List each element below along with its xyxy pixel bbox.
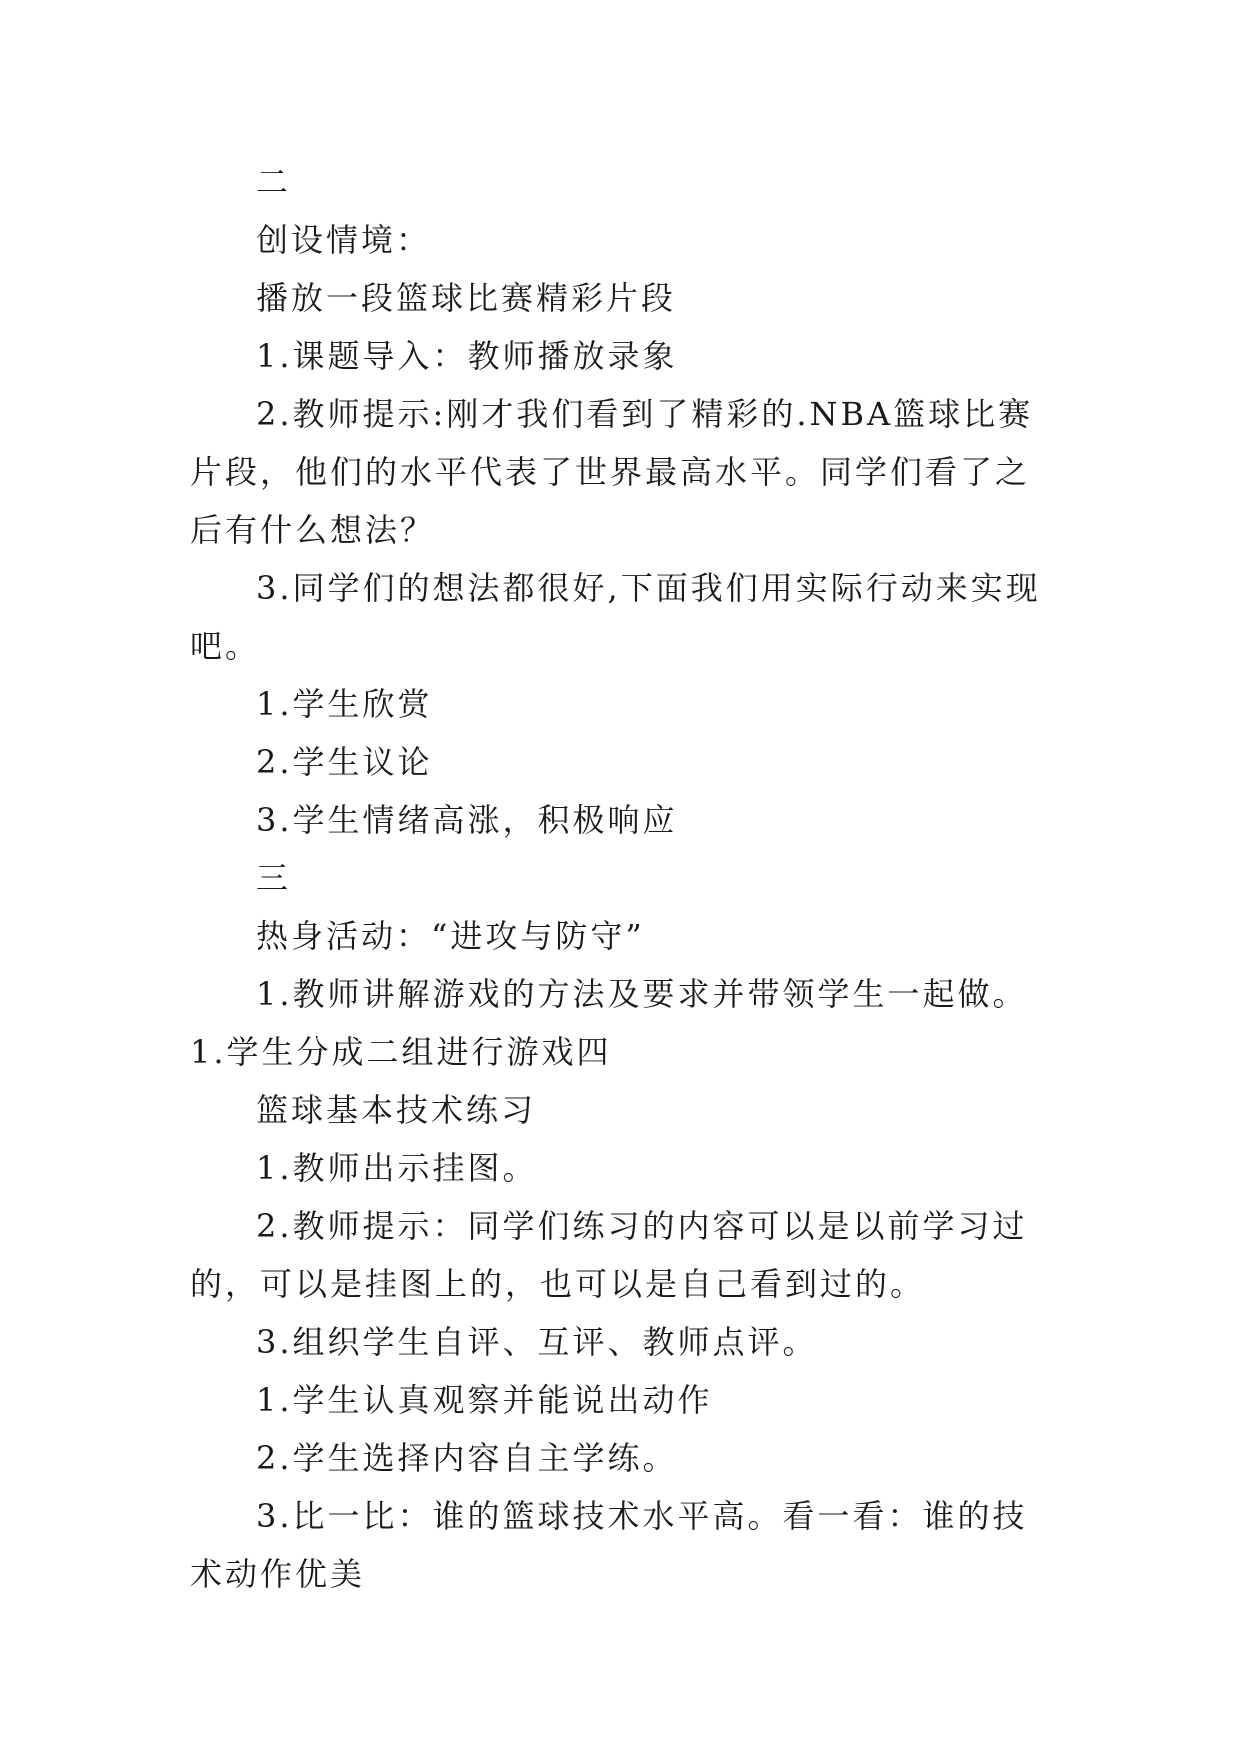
list-item: 3.比一比：谁的篮球技术水平高。看一看：谁的技术动作优美: [190, 1497, 1028, 1593]
list-item: 2.学生议论: [256, 743, 433, 781]
list-item: 2.学生选择内容自主学练。: [256, 1439, 678, 1477]
document-body: [190, 153, 1060, 1603]
list-item: 3.同学们的想法都很好,下面我们用实际行动来实现吧。: [190, 569, 1041, 665]
section-heading: 篮球基本技术练习: [256, 1091, 537, 1129]
section-number: 二: [256, 163, 292, 201]
paragraph: 播放一段篮球比赛精彩片段: [256, 279, 677, 317]
list-item: 1.学生欣赏: [256, 685, 433, 723]
list-item: 1.课题导入：教师播放录象: [256, 337, 678, 375]
section-number: 三: [256, 859, 292, 897]
list-item: 1.教师讲解游戏的方法及要求并带领学生一起做。1.学生分成二组进行游戏四: [190, 975, 1028, 1071]
list-item: 2.教师提示:刚才我们看到了精彩的.NBA篮球比赛片段，他们的水平代表了世界最高水平。同学们看了之后有什么想法？: [190, 395, 1034, 549]
list-item: 1.教师出示挂图。: [256, 1149, 538, 1187]
list-item: 2.教师提示：同学们练习的内容可以是以前学习过的，可以是挂图上的，也可以是自己看到过的。: [190, 1207, 1028, 1303]
section-heading: 热身活动：“进攻与防守”: [256, 917, 645, 955]
section-heading: 创设情境：: [256, 221, 432, 259]
list-item: 3.学生情绪高涨，积极响应: [256, 801, 678, 839]
list-item: 3.组织学生自评、互评、教师点评。: [256, 1323, 818, 1361]
list-item: 1.学生认真观察并能说出动作: [256, 1381, 713, 1419]
